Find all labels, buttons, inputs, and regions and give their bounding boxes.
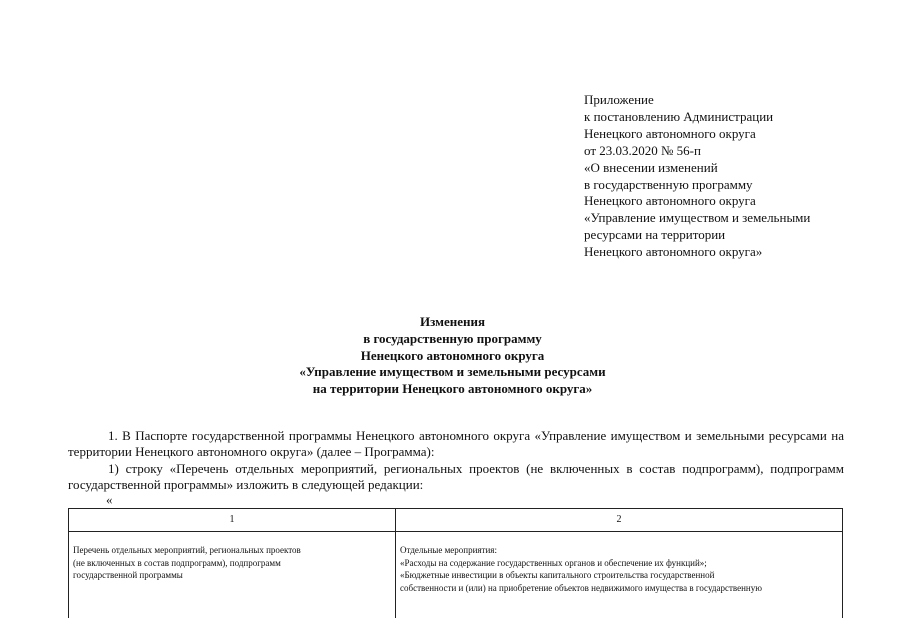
paragraph-2 [68,461,844,493]
paragraph-2-text: 1) строку «Перечень отдельных мероприятий, региональных проектов (не включенных в состав подпрограмм), подпрограмм государственной программы» изложить в следующей редакции: [68,461,844,492]
appendix-line: от 23.03.2020 № 56-п [584,142,701,158]
title-line: Ненецкого автономного округа [360,347,545,363]
paragraph-1-text: 1. В Паспорте государственной программы Ненецкого автономного округа «Управление имуществом и земельными ресурсами на территории Ненецкого автономного округа» (далее – Программа): [68,428,844,459]
cell-line: Перечень отдельных мероприятий, региональных проектов [73,545,301,555]
table-cell-label [69,532,396,619]
table-row [69,532,843,619]
appendix-line: ресурсами на территории [584,227,726,243]
title-line: на территории Ненецкого автономного округа» [312,381,593,397]
cell-line: государственной программы [73,570,183,580]
table-header-cell: 2 [396,509,843,532]
cell-line: «Расходы на содержание государственных органов и обеспечение их функций»; [400,557,707,568]
appendix-line: Ненецкого автономного округа» [584,244,763,260]
table-header-row [69,509,843,532]
paragraph-1 [68,428,844,460]
table-header-cell: 1 [69,509,396,532]
appendix-block [584,92,884,261]
appendix-line: Приложение [584,92,654,107]
opening-quote: « [106,492,113,507]
title-line: в государственную программу [363,330,542,346]
cell-line: «Бюджетные инвестиции в объекты капитального строительства государственной [400,570,715,580]
title-line: «Управление имуществом и земельными ресурсами [299,364,606,380]
cell-line: (не включенных в состав подпрограмм), подпрограмм [73,557,281,568]
appendix-line: Ненецкого автономного округа [584,193,756,209]
appendix-line: Ненецкого автономного округа [584,125,756,141]
table-cell-value [396,532,843,619]
appendix-line: «Управление имуществом и земельными [584,210,811,226]
document-title [180,314,725,398]
appendix-line: «О внесении изменений [584,159,718,175]
appendix-line: в государственную программу [584,176,753,192]
program-table [68,508,843,618]
appendix-line: к постановлению Администрации [584,108,774,124]
cell-line: собственности и (или) на приобретение объектов недвижимого имущества в государственную [400,582,762,593]
cell-line: Отдельные мероприятия: [400,545,497,555]
title-line: Изменения [419,314,486,329]
